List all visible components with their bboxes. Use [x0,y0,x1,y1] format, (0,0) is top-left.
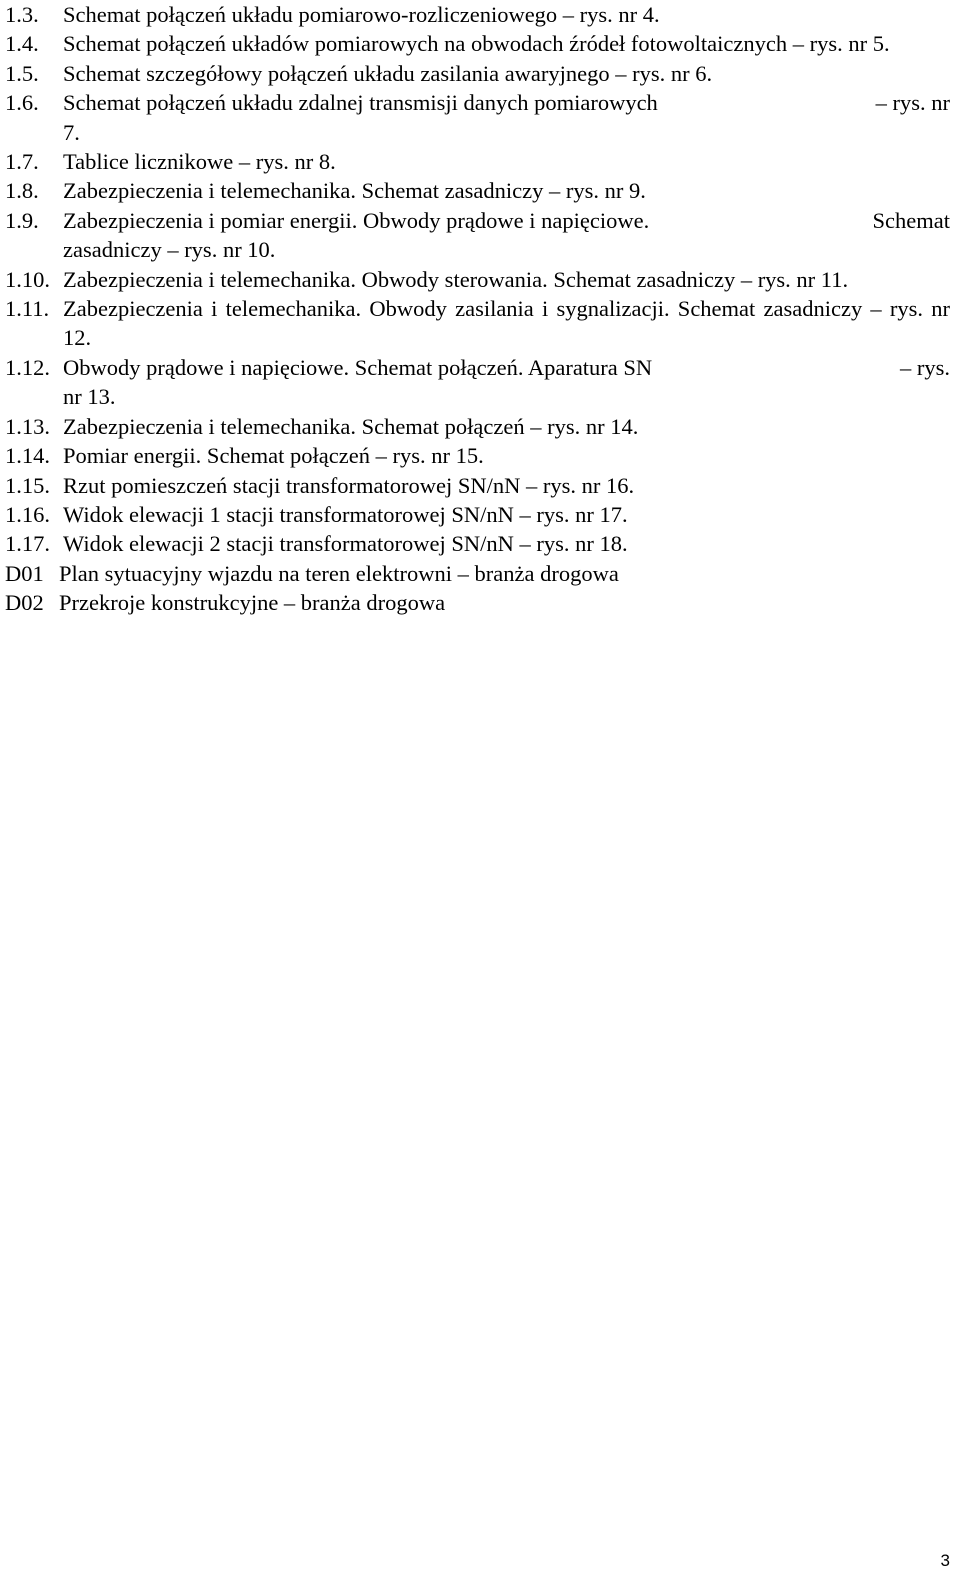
item-text: Schemat połączeń układów pomiarowych na obwodach źródeł fotowoltaicznych – rys. nr 5. [63,31,890,57]
item-text: Zabezpieczenia i pomiar energii. Obwody prądowe i napięciowe. [63,207,650,233]
item-text-block [63,88,950,147]
item-number: 1.17. [5,531,50,557]
item-number: 1.13. [5,413,50,439]
item-text-first-line [63,206,950,235]
item-text: Rzut pomieszczeń stacji transformatorowej SN/nN – rys. nr 16. [63,472,635,498]
item-text-wrap: 7. [63,119,80,145]
drawing-text: Plan sytuacyjny wjazdu na teren elektrowni – branża drogowa [59,560,619,586]
document-body [5,0,950,618]
list-item-1-5 [5,59,950,88]
page-number: 3 [940,1551,950,1570]
item-text: Schemat połączeń układu pomiarowo-rozliczeniowego – rys. nr 4. [63,2,660,27]
list-item-1-10 [5,265,950,294]
item-text: Zabezpieczenia i telemechanika. Schemat zasadniczy – rys. nr 9. [63,178,646,204]
item-text: Widok elewacji 2 stacji transformatorowej SN/nN – rys. nr 18. [63,531,628,557]
item-number: 1.16. [5,501,50,527]
list-item-1-13 [5,412,950,441]
list-item-1-7 [5,147,950,176]
item-text-wrap: zasadniczy – rys. nr 10. [63,237,276,263]
item-text: Pomiar energii. Schemat połączeń – rys. nr 15. [63,443,484,469]
item-text: Zabezpieczenia i telemechanika. Obwody zasilania i sygnalizacji. Schemat zasadniczy – rys. nr 12. [63,296,950,351]
item-text-block [63,206,950,265]
list-item-1-14 [5,441,950,470]
item-number: 1.7. [5,149,39,175]
item-text-tail: Schemat [872,207,950,233]
item-text-first-line [63,88,950,117]
item-text-first-line [63,353,950,382]
item-number: 1.4. [5,31,39,57]
item-number: 1.9. [5,207,39,233]
list-item-1-8 [5,176,950,205]
drawing-number: D02 [5,590,44,616]
list-item-1-17 [5,529,950,558]
list-item-1-6 [5,88,950,147]
item-text-tail: – rys. [900,354,950,380]
list-item-1-4 [5,29,950,58]
list-item-1-3 [5,0,950,29]
list-item-1-15 [5,471,950,500]
item-text-wrap: nr 13. [63,384,116,410]
item-number: 1.12. [5,354,50,380]
drawing-item-d02 [5,588,950,617]
list-item-1-12 [5,353,950,412]
item-number: 1.3. [5,2,39,27]
item-number: 1.11. [5,296,50,322]
item-number: 1.8. [5,178,39,204]
item-number: 1.14. [5,443,50,469]
item-text: Widok elewacji 1 stacji transformatorowej SN/nN – rys. nr 17. [63,501,628,527]
item-text: Zabezpieczenia i telemechanika. Schemat połączeń – rys. nr 14. [63,413,639,439]
list-item-1-11 [5,294,950,353]
item-text: Tablice licznikowe – rys. nr 8. [63,149,336,175]
item-number: 1.5. [5,60,39,86]
item-number: 1.10. [5,266,50,292]
item-number: 1.6. [5,90,39,116]
item-text: Zabezpieczenia i telemechanika. Obwody sterowania. Schemat zasadniczy – rys. nr 11. [63,266,849,292]
drawing-item-d01 [5,559,950,588]
drawing-number: D01 [5,560,44,586]
list-item-1-9 [5,206,950,265]
item-text-block [63,353,950,412]
item-text: Obwody prądowe i napięciowe. Schemat połączeń. Aparatura SN [63,354,653,380]
item-text: Schemat szczegółowy połączeń układu zasilania awaryjnego – rys. nr 6. [63,60,713,86]
list-item-1-16 [5,500,950,529]
item-text: Schemat połączeń układu zdalnej transmisji danych pomiarowych [63,90,658,116]
item-number: 1.15. [5,472,50,498]
item-text-tail: – rys. nr [875,90,950,116]
drawing-text: Przekroje konstrukcyjne – branża drogowa [59,590,446,616]
